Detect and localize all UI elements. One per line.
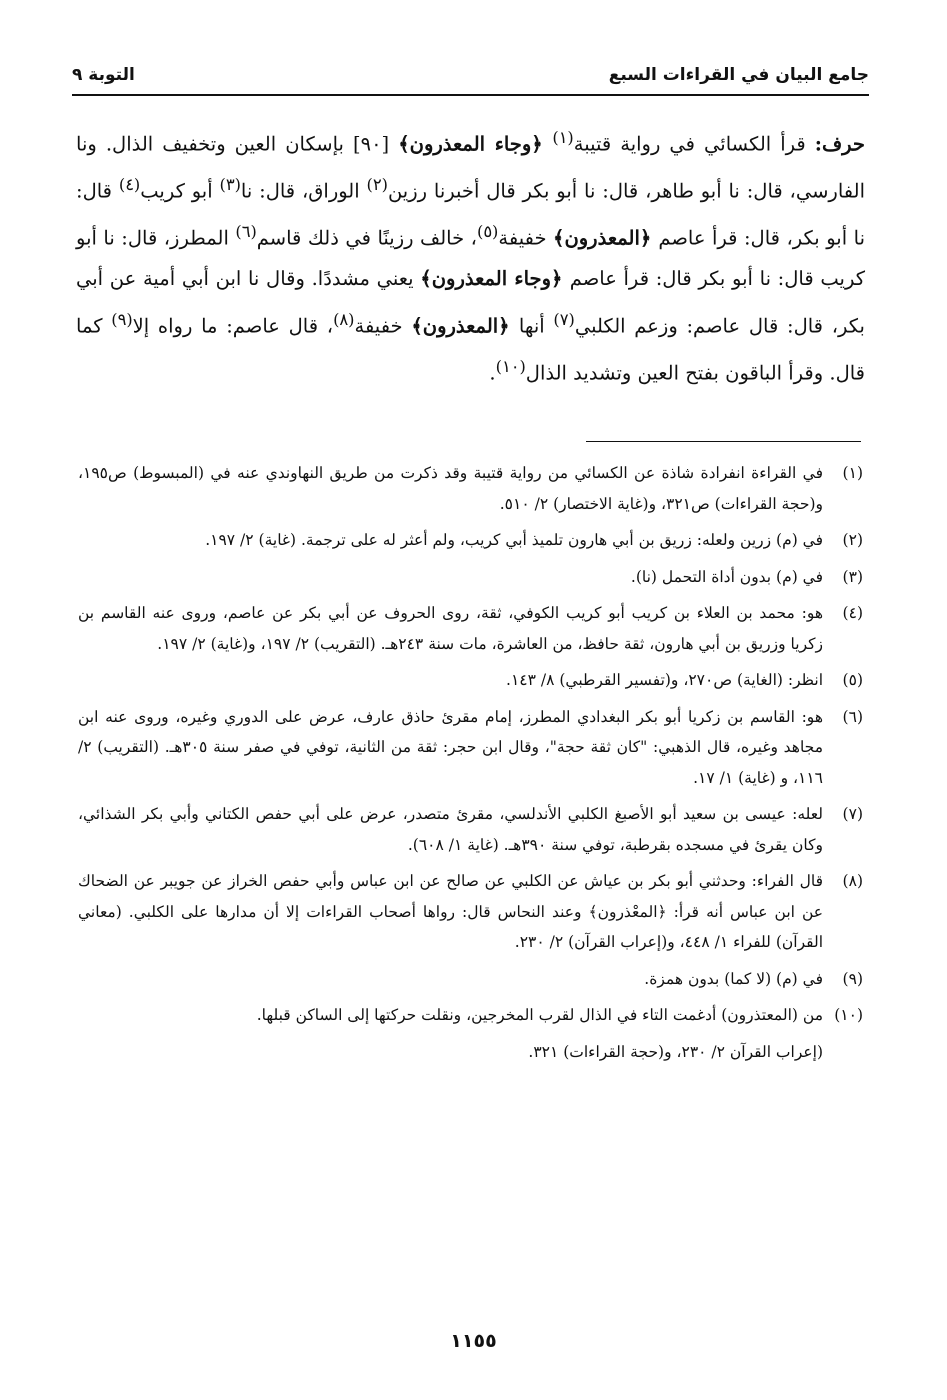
text-run: المطرز، قال: نا أبو كريب قال: نا أبو بكر قال: قرأ عاصم — [76, 226, 865, 291]
text-run: ، قال عاصم: ما رواه إلا — [132, 314, 334, 338]
page-number: ١١٥٥ — [450, 1330, 497, 1352]
footnote-ref[interactable]: (٨) — [333, 309, 355, 329]
footnote-number: (٣) — [842, 567, 863, 586]
footnote-ref[interactable]: (٥) — [476, 222, 499, 242]
text-run: خفيفة — [354, 314, 412, 338]
footnote-text: في (م) (لا كما) بدون همزة. — [644, 969, 823, 988]
quran-quote: ﴿وجاء المعذرون﴾ — [398, 132, 553, 156]
footnote-item — [78, 525, 863, 556]
footnote-text: من (المعتذرون) أدغمت التاء في الذال لقرب المخرجين، ونقلت حركتها إلى الساكن قبلها. — [256, 1006, 823, 1024]
text-run: خفيفة — [498, 226, 554, 250]
footnote-text: هو: محمد بن العلاء بن كريب أبو كريب الكوفي، ثقة، روى الحروف عن أبي بكر عن عاصم، وروى عنه القاسم بن زكريا وزريق بن أبي هارون، ثقة حافظ، من العاشرة، مات سنة ٢٤٣هـ. (التقريب) ٢/ ١٩٧، و(غاية) ٢/ ١٩٧. — [78, 604, 823, 653]
footnote-number: (٩) — [842, 969, 863, 988]
main-text — [76, 118, 865, 394]
footnote-continuation: (إعراب القرآن ٢/ ٢٣٠، و(حجة القراءات) ٣٢١. — [528, 1042, 823, 1061]
footnote-ref[interactable]: (٤) — [118, 175, 141, 195]
footnote-ref[interactable]: (٩) — [111, 309, 133, 329]
footnote-item — [78, 562, 863, 593]
quran-quote: ﴿المعذرون﴾ — [411, 314, 519, 338]
footnote-number: (٧) — [842, 805, 863, 823]
text-run: . — [489, 361, 496, 385]
footnote-item — [78, 799, 863, 860]
footnote-item — [78, 964, 863, 995]
footnote-ref[interactable]: (٣) — [219, 175, 241, 195]
footnote-separator — [586, 441, 861, 442]
text-run: قرأ الكسائي في رواية قتيبة — [573, 132, 815, 156]
footnote-number: (٥) — [842, 671, 863, 689]
running-header — [72, 58, 869, 92]
quran-quote: ﴿وجاء المعذرون﴾ — [420, 267, 570, 291]
footnote-number: (٨) — [842, 872, 863, 890]
footnote-item — [78, 1000, 863, 1031]
text-run: أبو كريب — [140, 179, 220, 203]
footnotes — [78, 458, 863, 1073]
text-run: أنها — [518, 314, 554, 338]
footnote-number: (١٠) — [834, 1006, 863, 1024]
footnote-text: في القراءة انفرادة شاذة عن الكسائي من رواية قتيبة وقد ذكرت من طريق النهاوندي عنه في (المبسوط) ص١٩٥، و(حجة القراءات) ص٣٢١، و(غاية الاختصار) ٢/ ٥١٠. — [78, 464, 823, 513]
header-rule — [72, 94, 869, 96]
quran-quote: ﴿المعذرون﴾ — [553, 226, 659, 250]
text-run: الوراق، قال: نا — [240, 179, 367, 203]
footnote-ref[interactable]: (١) — [552, 128, 574, 147]
section-label: التوبة ٩ — [72, 65, 135, 85]
footnote-text: انظر: (الغاية) ص٢٧٠، و(تفسير القرطبي) ٨/ ١٤٣. — [506, 671, 823, 689]
footnote-number: (٢) — [842, 531, 863, 549]
main-paragraph — [76, 118, 865, 394]
footnote-number: (٦) — [842, 707, 863, 726]
footnote-item — [78, 866, 863, 958]
footnote-text: هو: القاسم بن زكريا أبو بكر البغدادي المطرز، إمام مقرئ حاذق عارف، عرض على الدوري وغيره، وروى عنه ابن مجاهد وغيره، قال الذهبي: "كان ثقة حجة"، وقال ابن حجر: ثقة من الثانية، توفي في صفر سنة ٣٠٥هـ. (التقريب) ٢/ ١١٦، و (غاية) ١/ ١٧. — [78, 707, 823, 787]
footnote-text: في (م) زرين ولعله: زريق بن أبي هارون تلميذ أبي كريب، ولم أعثر له على ترجمة. (غاية) ٢/ ١٩٧. — [205, 531, 823, 549]
text-run: [٩٠] بإسكان العين وتخفيف الذال. ونا الفارسي، قال: نا أبو طاهر، قال: نا أبو بكر قال أخبرنا رزين — [76, 132, 866, 203]
footnote-number: (٤) — [842, 604, 863, 622]
text-run: قال: نا أبو بكر، قال: قرأ عاصم — [76, 179, 866, 250]
lead-word: حرف: — [814, 132, 865, 156]
footnote-item — [78, 598, 863, 659]
footnote-item — [78, 458, 863, 519]
footnote-ref[interactable]: (٦) — [235, 222, 257, 242]
footnote-text: في (م) بدون أداة التحمل (نا). — [630, 567, 823, 586]
footnote-ref[interactable]: (٢) — [366, 175, 388, 195]
footnote-text: لعله: عيسى بن سعيد أبو الأصبغ الكلبي الأندلسي، مقرئ متصدر، عرض على أبي حفص الكتاني وأبي بكر الشذائي، وكان يقرئ في مسجده بقرطبة، توفي سنة ٣٩٠هـ. (غاية ١/ ٦٠٨). — [78, 805, 823, 854]
text-run: يعني مشددًا. وقال نا ابن أبي أمية عن أبي بكر، قال: قال عاصم: وزعم الكلبي — [76, 267, 865, 338]
book-title: جامع البيان في القراءات السبع — [608, 65, 869, 85]
footnote-ref[interactable]: (٧) — [553, 309, 575, 329]
footnote-text: قال الفراء: وحدثني أبو بكر بن عياش عن الكلبي عن صالح عن ابن عباس وأبي حفص الخراز عن جويبر عن الضحاك عن ابن عباس أنه قرأ: ﴿المعْذرون﴾ وعند النحاس قال: رواها أصحاب القراءات إلا أن مدارها على الكلبي. (معاني القرآن) للفراء ١/ ٤٤٨، و(إعراب القرآن) ٢/ ٢٣٠. — [78, 872, 823, 951]
footnote-ref[interactable]: (١٠) — [495, 356, 526, 376]
footnote-item — [78, 702, 863, 794]
footnote-item — [78, 665, 863, 696]
footnote-number: (١) — [842, 464, 863, 482]
text-run: كما قال. وقرأ الباقون بفتح العين وتشديد الذال — [76, 314, 865, 385]
text-run: ، خالف رزينًا في ذلك قاسم — [256, 226, 477, 250]
